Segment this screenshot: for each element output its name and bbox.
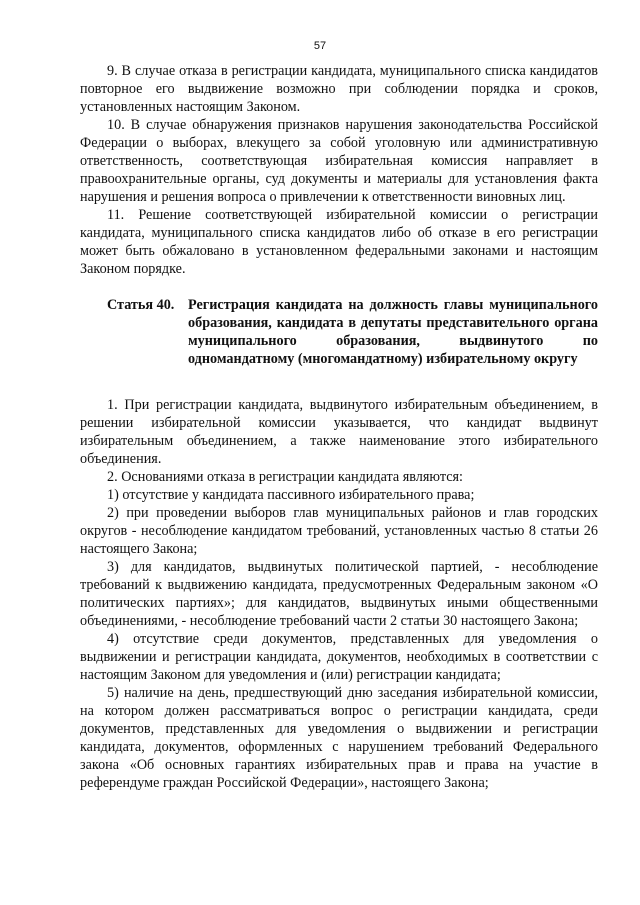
paragraph: 9. В случае отказа в регистрации кандидата, муниципального списка кандидатов повторное его выдвижение возможно при соблюдении порядка и сроков, установленных настоящим Законом.: [80, 63, 598, 115]
paragraph: 4) отсутствие среди документов, представленных для уведомления о выдвижении и регистрации кандидата, документов, необходимых в соответствии с настоящим Законом для уведомления и (или) регистрации кандидата;: [80, 631, 598, 683]
document-body: [80, 62, 598, 792]
paragraph: 3) для кандидатов, выдвинутых политической партией, - несоблюдение требований к выдвижению кандидата, предусмотренных Федеральным законом «О политических партиях»; для кандидатов, выдвинутых иными общественными объединениями, - несоблюдение требований части 2 статьи 30 настоящего Закона;: [80, 559, 598, 629]
paragraph: 1. При регистрации кандидата, выдвинутого избирательным объединением, в решении избирательной комиссии указывается, что кандидат выдвинут избирательным объединением, а также наименование этого избирательного объединения.: [80, 397, 598, 467]
paragraph: 2. Основаниями отказа в регистрации кандидата являются:: [107, 469, 463, 485]
paragraph: 11. Решение соответствующей избирательной комиссии о регистрации кандидата, муниципального списка кандидатов либо об отказе в его регистрации может быть обжаловано в установленном федеральными законами и настоящим Законом порядке.: [80, 207, 598, 277]
article-heading: [80, 296, 598, 368]
paragraph: 1) отсутствие у кандидата пассивного избирательного права;: [107, 487, 475, 503]
article-number: Статья 40.: [107, 297, 175, 313]
article-title: Регистрация кандидата на должность главы муниципального образования, кандидата в депутаты представительного органа муниципального образования, выдвинутого по одномандатному (многомандатному) избирательному округу: [188, 297, 598, 367]
paragraph: 5) наличие на день, предшествующий дню заседания избирательной комиссии, на котором должен рассматриваться вопрос о регистрации кандидата, среди документов, представленных для уведомления о выдвижении и регистрации кандидата, документов, оформленных с нарушением требований Федерального закона «Об основных гарантиях избирательных прав и права на участие в референдуме граждан Российской Федерации», настоящего Закона;: [80, 685, 598, 791]
paragraph: 10. В случае обнаружения признаков нарушения законодательства Российской Федерации о выборах, влекущего за собой уголовную или административную ответственность, соответствующая избирательная комиссия направляет в правоохранительные органы, суд документы и материалы для установления факта нарушения и решения вопроса о привлечении к ответственности виновных лиц.: [80, 117, 598, 205]
page-number: 57: [313, 40, 327, 52]
paragraph: 2) при проведении выборов глав муниципальных районов и глав городских округов - несоблюдение кандидатом требований, установленных частью 8 статьи 26 настоящего Закона;: [80, 505, 598, 557]
